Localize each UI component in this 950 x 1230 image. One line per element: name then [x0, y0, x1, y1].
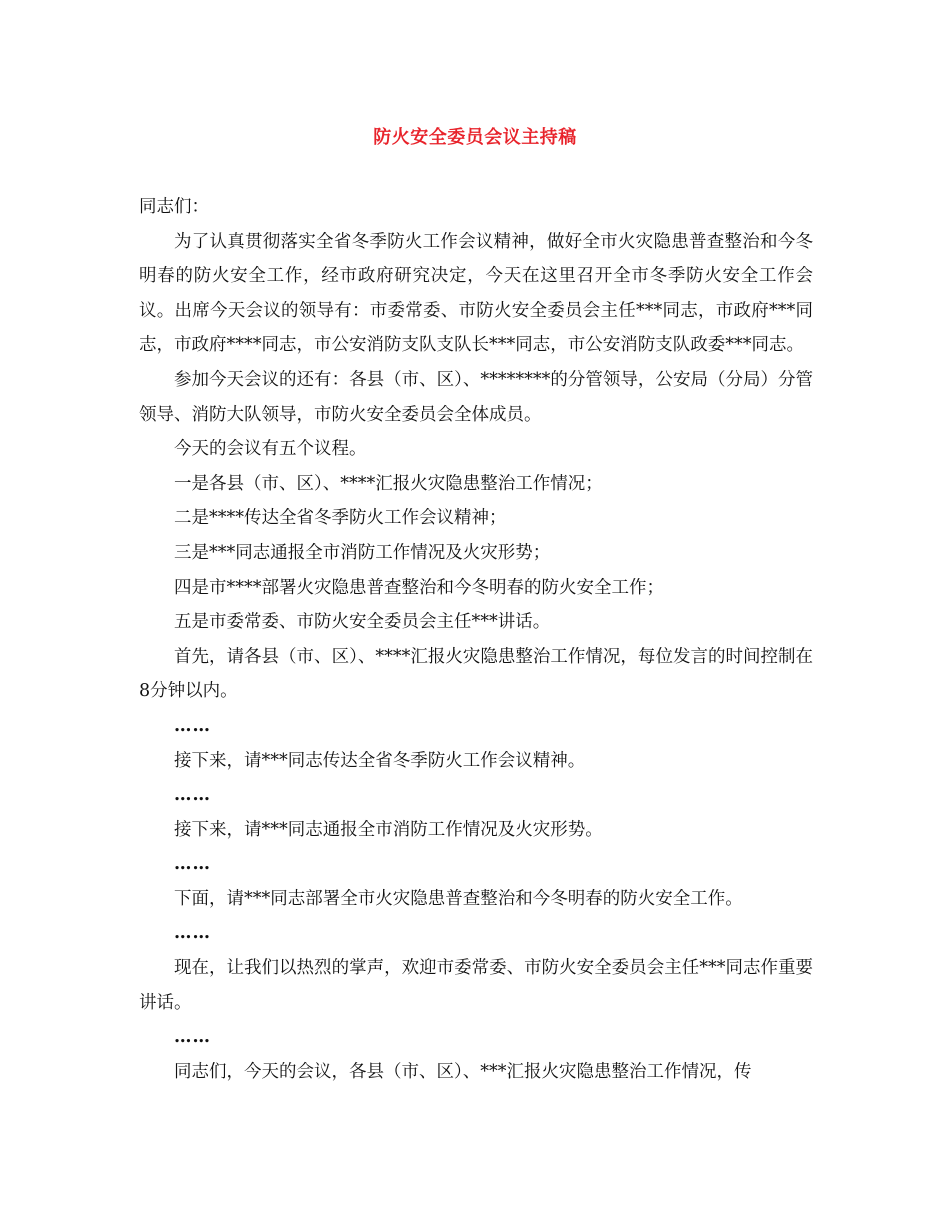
ellipsis-4: ……	[174, 923, 211, 944]
agenda-item-1: 一是各县（市、区）、****汇报火灾隐患整治工作情况；	[174, 473, 603, 494]
paragraph-agenda-intro: 今天的会议有五个议程。	[174, 439, 367, 460]
paragraph-intro: 为了认真贯彻落实全省冬季防火工作会议精神，做好全市火灾隐患普查整治和今冬明春的防火安全工作，经市政府研究决定，今天在这里召开全市冬季防火安全工作会议。出席今天会议的领导有：市委常委、市防火安全委员会主任***同志，市政府***同志，市政府****同志，市公安消防支队支队长***同志，市公安消防支队政委***同志。	[139, 231, 813, 356]
agenda-item-5: 五是市委常委、市防火安全委员会主任***讲话。	[174, 612, 551, 633]
ellipsis-3: ……	[174, 854, 211, 875]
paragraph-next-3: 下面，请***同志部署全市火灾隐患普查整治和今冬明春的防火安全工作。	[174, 888, 743, 909]
paragraph-attendees: 参加今天会议的还有：各县（市、区）、********的分管领导，公安局（分局）分管领导、消防大队领导，市防火安全委员会全体成员。	[139, 369, 813, 425]
document-body	[139, 190, 813, 1089]
ellipsis-5: ……	[174, 1027, 211, 1048]
agenda-item-2: 二是****传达全省冬季防火工作会议精神；	[174, 508, 507, 529]
paragraph-closing: 同志们，今天的会议，各县（市、区）、***汇报火灾隐患整治工作情况，传	[174, 1061, 752, 1082]
document-title: 防火安全委员会议主持稿	[373, 127, 577, 148]
paragraph-next-1: 接下来，请***同志传达全省冬季防火工作会议精神。	[174, 750, 586, 771]
agenda-item-4: 四是市****部署火灾隐患普查整治和今冬明春的防火安全工作；	[174, 577, 664, 598]
agenda-item-3: 三是***同志通报全市消防工作情况及火灾形势；	[174, 542, 551, 563]
salutation: 同志们：	[139, 197, 209, 217]
paragraph-next-2: 接下来，请***同志通报全市消防工作情况及火灾形势。	[174, 819, 603, 840]
paragraph-first-step: 首先，请各县（市、区）、****汇报火灾隐患整治工作情况，每位发言的时间控制在8分钟以内。	[139, 646, 813, 702]
paragraph-speech: 现在，让我们以热烈的掌声，欢迎市委常委、市防火安全委员会主任***同志作重要讲话。	[139, 958, 813, 1013]
ellipsis-1: ……	[174, 715, 211, 736]
ellipsis-2: ……	[174, 785, 211, 806]
